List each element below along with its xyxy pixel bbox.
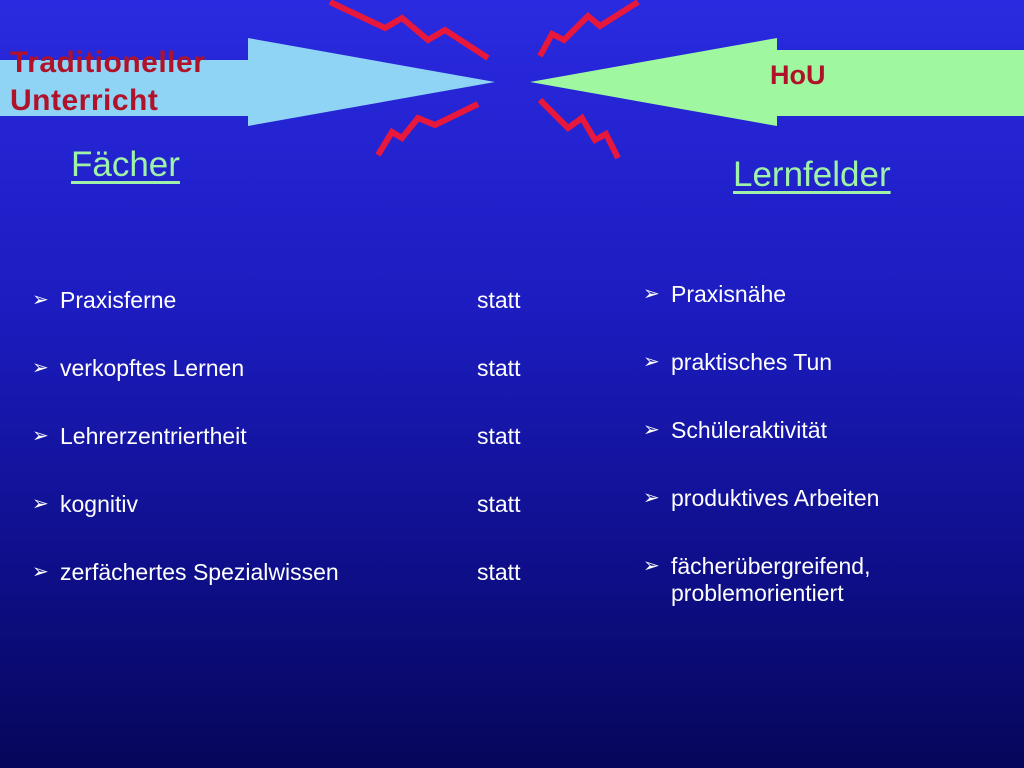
- list-item: [643, 281, 1013, 349]
- list-item-suffix: statt: [477, 559, 521, 585]
- arrow-bullet-icon: ➢: [643, 283, 660, 305]
- left-bullet-list: [32, 287, 552, 627]
- arrow-bullet-icon: ➢: [643, 487, 660, 509]
- left-title-line1: Traditioneller: [10, 46, 206, 79]
- arrow-bullet-icon: ➢: [643, 555, 660, 577]
- arrow-bullet-icon: ➢: [32, 493, 49, 515]
- arrow-bullet-icon: ➢: [643, 419, 660, 441]
- list-item-text: produktives Arbeiten: [671, 485, 880, 511]
- list-item-suffix: statt: [477, 423, 521, 449]
- list-item: [32, 491, 552, 559]
- list-item: [643, 417, 1013, 485]
- left-title: [10, 44, 205, 120]
- list-item-text: Schüleraktivität: [671, 417, 827, 443]
- left-title-line2: Unterricht: [10, 84, 159, 117]
- list-item-text: praktisches Tun: [671, 349, 833, 375]
- list-item: [32, 559, 552, 627]
- list-item: [32, 287, 552, 355]
- list-item-text: Praxisferne: [60, 287, 177, 313]
- list-item: [643, 349, 1013, 417]
- right-column-heading: Lernfelder: [733, 155, 891, 194]
- list-item-text: fächerübergreifend,: [671, 553, 871, 579]
- lightning-bolt-bottom-left: [378, 104, 478, 155]
- right-bullet-list: [643, 281, 1013, 633]
- left-column-heading: Fächer: [71, 145, 180, 184]
- list-item-text: Praxisnähe: [671, 281, 787, 307]
- list-item-suffix: statt: [477, 491, 521, 517]
- arrow-bullet-icon: ➢: [643, 351, 660, 373]
- list-item: [32, 423, 552, 491]
- arrow-bullet-icon: ➢: [32, 357, 49, 379]
- list-item: [643, 553, 1013, 633]
- list-item-text: verkopftes Lernen: [60, 355, 245, 381]
- lightning-bolt-top-left: [330, 2, 488, 58]
- list-item-text: kognitiv: [60, 491, 138, 517]
- arrow-bullet-icon: ➢: [32, 561, 49, 583]
- list-item-text-continued: problemorientiert: [671, 580, 844, 606]
- list-item-text: zerfächertes Spezialwissen: [60, 559, 339, 585]
- list-item: [643, 485, 1013, 553]
- right-title: HoU: [770, 60, 826, 90]
- arrow-bullet-icon: ➢: [32, 289, 49, 311]
- lightning-bolt-top-right: [540, 2, 638, 56]
- list-item-suffix: statt: [477, 355, 521, 381]
- lightning-bolt-bottom-right: [540, 100, 618, 158]
- list-item: [32, 355, 552, 423]
- list-item-suffix: statt: [477, 287, 521, 313]
- list-item-text: Lehrerzentriertheit: [60, 423, 247, 449]
- arrow-bullet-icon: ➢: [32, 425, 49, 447]
